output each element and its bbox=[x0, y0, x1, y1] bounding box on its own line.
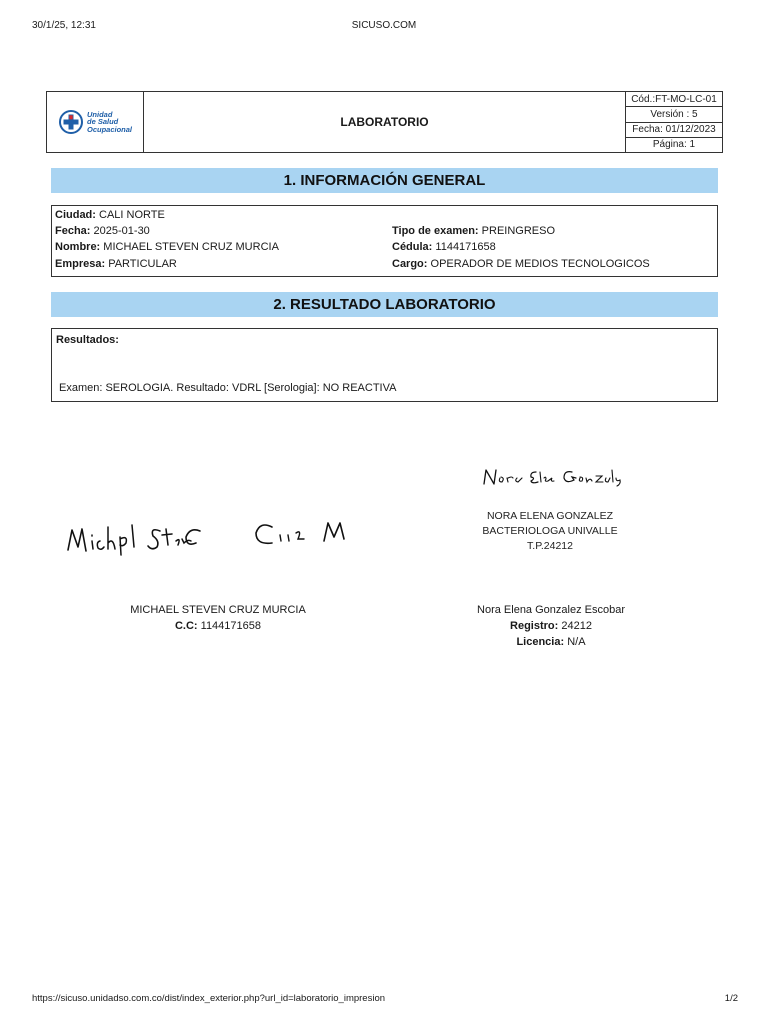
bacteriologist-name: Nora Elena Gonzalez Escobar bbox=[477, 604, 625, 616]
section-lab-result-title: 2. RESULTADO LABORATORIO bbox=[51, 292, 718, 317]
print-header bbox=[0, 20, 768, 34]
bacteriologist-stamp bbox=[440, 509, 660, 554]
health-cross-icon bbox=[58, 109, 84, 135]
cargo-label: Cargo: bbox=[392, 258, 428, 270]
general-info-box bbox=[51, 205, 718, 277]
document-title: LABORATORIO bbox=[144, 92, 626, 152]
tipo-examen-value: PREINGRESO bbox=[481, 225, 556, 237]
cargo-value: OPERADOR DE MEDIOS TECNOLOGICOS bbox=[430, 258, 650, 270]
patient-cc-value: 1144171658 bbox=[200, 620, 262, 632]
logo-text-line: Unidad bbox=[86, 109, 113, 119]
logo-text-line: de Salud bbox=[86, 117, 119, 127]
document-code: Cód.:FT-MO-LC-01 bbox=[626, 92, 722, 107]
nombre-label: Nombre: bbox=[55, 241, 101, 253]
cedula-row bbox=[392, 241, 496, 253]
ciudad-label: Ciudad: bbox=[55, 209, 96, 221]
empresa-row bbox=[55, 258, 177, 270]
patient-cc-label: C.C: bbox=[174, 620, 198, 632]
document-version: Versión : 5 bbox=[626, 107, 722, 122]
print-page-number: 1/2 bbox=[724, 993, 738, 1004]
document-page: Página: 1 bbox=[652, 139, 696, 151]
cargo-row bbox=[392, 258, 650, 270]
empresa-label: Empresa: bbox=[55, 258, 106, 270]
nombre-row bbox=[55, 241, 279, 253]
results-box bbox=[51, 328, 718, 402]
licencia-row bbox=[431, 634, 671, 650]
ciudad-value: CALI NORTE bbox=[99, 209, 165, 221]
fecha-value: 2025-01-30 bbox=[93, 225, 150, 237]
registro-label: Registro: bbox=[510, 620, 559, 632]
licencia-label: Licencia: bbox=[516, 636, 565, 648]
registro-value: 24212 bbox=[561, 620, 592, 632]
patient-signature bbox=[60, 505, 370, 585]
results-text: Examen: SEROLOGIA. Resultado: VDRL [Serologia]: NO REACTIVA bbox=[59, 382, 397, 394]
stamp-line: NORA ELENA GONZALEZ bbox=[486, 510, 614, 522]
company-logo bbox=[58, 109, 132, 135]
document-header bbox=[46, 91, 723, 153]
patient-cc-row bbox=[98, 618, 338, 634]
fecha-row bbox=[55, 225, 150, 237]
logo-cell bbox=[47, 92, 144, 152]
empresa-value: PARTICULAR bbox=[108, 258, 177, 270]
patient-signer-block bbox=[98, 602, 338, 634]
stamp-line: T.P.24212 bbox=[527, 540, 573, 552]
bacteriologist-signer-block bbox=[431, 602, 671, 650]
document-meta bbox=[626, 92, 722, 152]
section-general-info-title: 1. INFORMACIÓN GENERAL bbox=[51, 168, 718, 193]
print-site: SICUSO.COM bbox=[351, 20, 417, 31]
registro-row bbox=[431, 618, 671, 634]
licencia-value: N/A bbox=[567, 636, 586, 648]
print-datetime: 30/1/25, 12:31 bbox=[32, 20, 96, 31]
document-date: Fecha: 01/12/2023 bbox=[626, 123, 722, 138]
logo-text-line: Ocupacional bbox=[86, 124, 132, 134]
fecha-label: Fecha: bbox=[55, 225, 91, 237]
stamp-line: BACTERIOLOGA UNIVALLE bbox=[482, 525, 618, 537]
patient-name: MICHAEL STEVEN CRUZ MURCIA bbox=[130, 604, 306, 616]
tipo-examen-label: Tipo de examen: bbox=[392, 225, 479, 237]
nombre-value: MICHAEL STEVEN CRUZ MURCIA bbox=[103, 241, 279, 253]
ciudad-row bbox=[55, 209, 165, 221]
tipo-examen-row bbox=[392, 225, 555, 237]
results-label: Resultados: bbox=[56, 334, 119, 346]
cedula-label: Cédula: bbox=[392, 241, 433, 253]
cedula-value: 1144171658 bbox=[435, 241, 496, 253]
print-url: https://sicuso.unidadso.com.co/dist/index_exterior.php?url_id=laboratorio_impresion bbox=[32, 993, 386, 1004]
bacteriologist-signature bbox=[480, 466, 630, 490]
